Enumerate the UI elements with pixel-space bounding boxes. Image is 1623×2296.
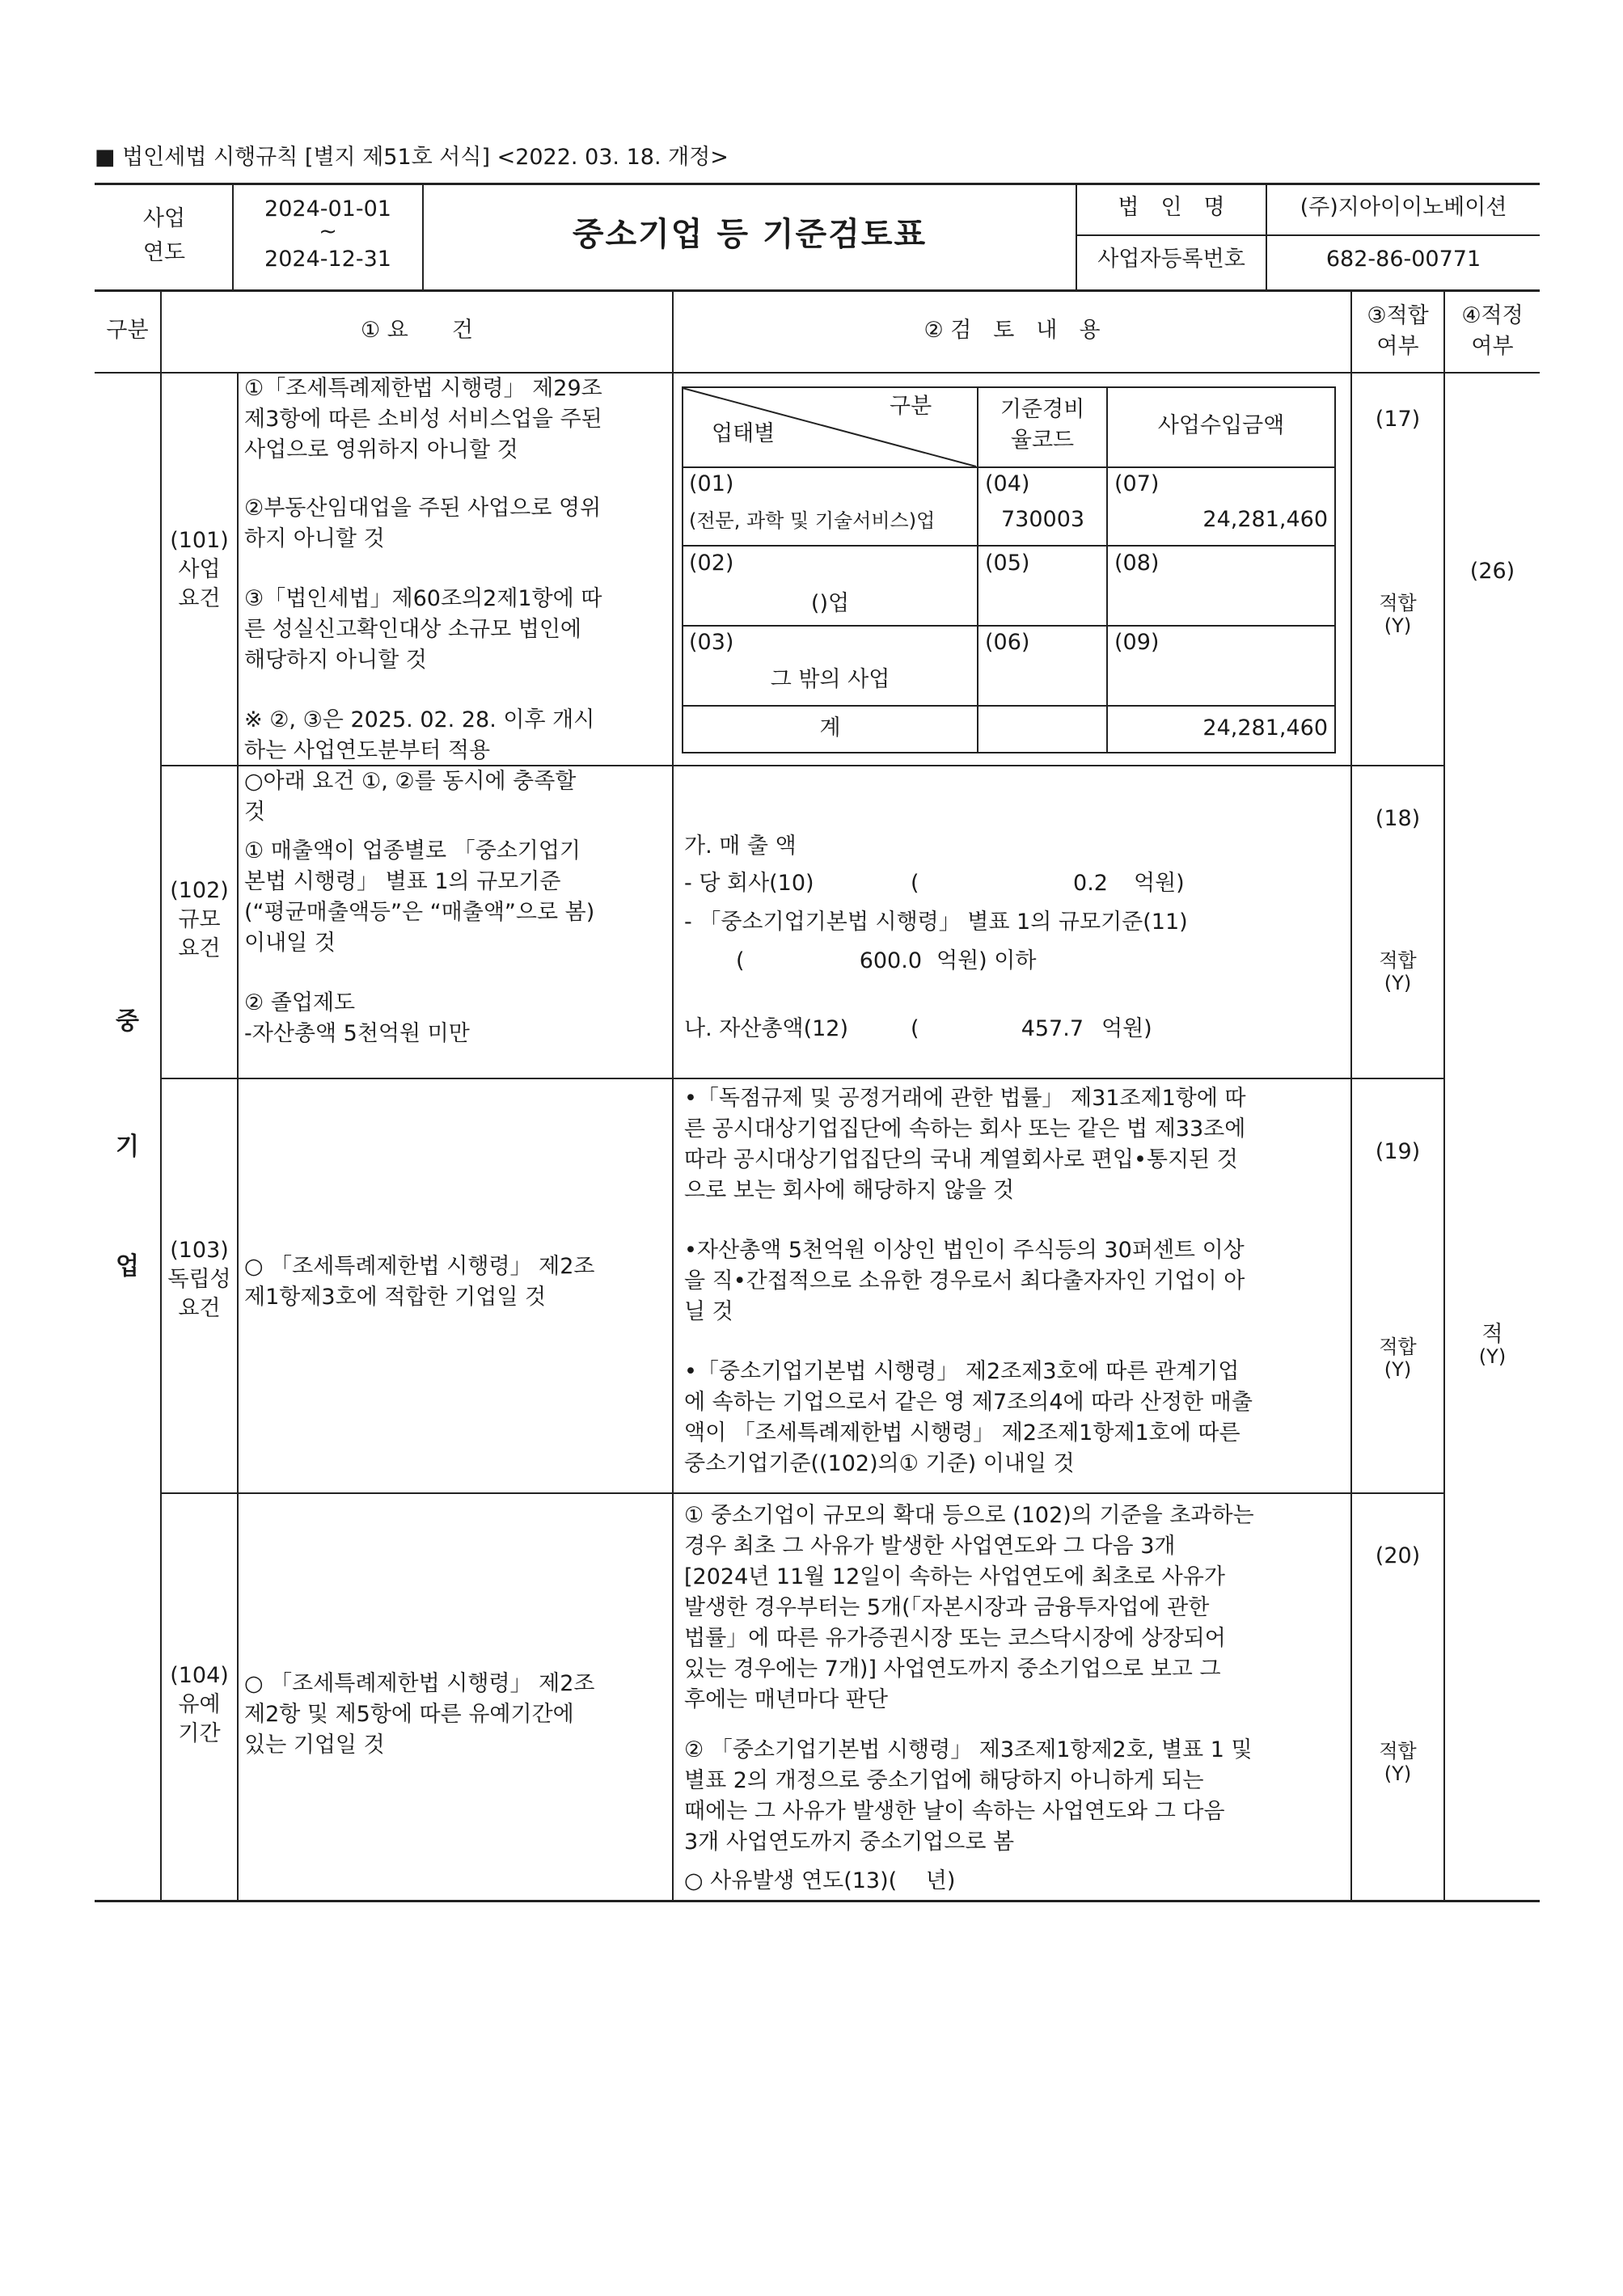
table-amt-no: (07) bbox=[1114, 471, 1160, 496]
table-row-name: (전문, 과학 및 기술서비스)업 bbox=[689, 509, 936, 532]
row103-review-line: 따라 공시대상기업집단의 국내 계열회사로 편입•통지된 것 bbox=[684, 1147, 1238, 1172]
row102-own-value: 0.2 bbox=[1073, 871, 1108, 896]
table-code-header-1: 기준경비 bbox=[1000, 397, 1085, 422]
row101-req-line: ②부동산임대업을 주된 사업으로 영위 bbox=[244, 496, 602, 521]
row101-fit-2: (Y) bbox=[1384, 614, 1412, 637]
business-year-label-2: 연도 bbox=[142, 240, 186, 265]
row103-review-line: •자산총액 5천억원 이상인 법인이 주식등의 30퍼센트 이상 bbox=[684, 1238, 1245, 1263]
row101-fit-no: (17) bbox=[1375, 407, 1421, 432]
col-category: 구분 bbox=[106, 318, 149, 343]
row103-fit-2: (Y) bbox=[1384, 1358, 1412, 1381]
page-title: 중소기업 등 기준검토표 bbox=[572, 216, 928, 253]
row101-req-line: 제3항에 따른 소비성 서비스업을 주된 bbox=[244, 407, 602, 432]
row101-label-2: 요건 bbox=[178, 586, 221, 611]
business-year-end: 2024-12-31 bbox=[264, 247, 391, 272]
row101-req-line: 해당하지 아니할 것 bbox=[244, 648, 427, 673]
row102-req-line: ○아래 요건 ①, ②를 동시에 충족할 bbox=[244, 769, 577, 794]
business-year-label-1: 사업 bbox=[142, 206, 186, 231]
col-requirement: ① 요 건 bbox=[361, 318, 473, 343]
row104-review-line: 때에는 그 사유가 발생한 날이 속하는 사업연도와 그 다음 bbox=[684, 1799, 1225, 1824]
row104-req-line: ○ 「조세특례제한법 시행령」 제2조 bbox=[244, 1671, 595, 1696]
row102-std-unit: 억원) 이하 bbox=[936, 948, 1037, 973]
row103-label-no: (103) bbox=[170, 1238, 229, 1263]
row104-review-line: 경우 최초 그 사유가 발생한 사업연도와 그 다음 3개 bbox=[684, 1534, 1176, 1559]
table-code-header-2: 율코드 bbox=[1010, 428, 1075, 453]
row104-review-line: [2024년 11월 12일이 속하는 사업연도에 최초로 사유가 bbox=[684, 1564, 1225, 1589]
table-row-no: (01) bbox=[689, 471, 734, 496]
row103-review-line: •「독점규제 및 공정거래에 관한 법률」 제31조제1항에 따 bbox=[684, 1086, 1246, 1111]
table-amount-header: 사업수입금액 bbox=[1157, 413, 1285, 438]
row104-label-1: 유예 bbox=[178, 1692, 221, 1717]
row101-fit-1: 적합 bbox=[1379, 592, 1417, 614]
row104-review-line: 발생한 경우부터는 5개(「자본시장과 금융투자업에 관한 bbox=[684, 1595, 1210, 1620]
row102-std-value: 600.0 bbox=[859, 948, 922, 973]
row102-req-line: (“평균매출액등”은 “매출액”으로 봄) bbox=[244, 900, 595, 925]
row102-label-2: 요건 bbox=[178, 936, 221, 961]
row102-fit-no: (18) bbox=[1375, 806, 1421, 831]
row103-review-line: 닐 것 bbox=[684, 1299, 733, 1324]
row103-proper-2: (Y) bbox=[1478, 1345, 1507, 1368]
row102-fit-2: (Y) bbox=[1384, 972, 1412, 994]
row104-review-line: 후에는 매년마다 판단 bbox=[684, 1687, 888, 1712]
row104-label-2: 기간 bbox=[178, 1721, 221, 1746]
table-diag-top: 구분 bbox=[890, 394, 932, 419]
row103-review-line: 으로 보는 회사에 해당하지 않을 것 bbox=[684, 1178, 1015, 1203]
row102-req-line: 본법 시행령」 별표 1의 규모기준 bbox=[244, 869, 561, 894]
row101-label-no: (101) bbox=[170, 528, 229, 553]
row101-req-line: 른 성실신고확인대상 소규모 법인에 bbox=[244, 617, 581, 642]
table-code: 730003 bbox=[1001, 507, 1085, 532]
row102-own-open: ( bbox=[911, 871, 919, 896]
row102-label-no: (102) bbox=[170, 878, 229, 903]
row102-na-open: ( bbox=[911, 1016, 919, 1041]
row101-req-line: ※ ②, ③은 2025. 02. 28. 이후 개시 bbox=[244, 707, 595, 732]
table-row-name: 그 밖의 사업 bbox=[770, 667, 890, 692]
row103-fit-1: 적합 bbox=[1379, 1336, 1417, 1358]
table-code-no: (05) bbox=[985, 551, 1030, 576]
side-label-3: 업 bbox=[116, 1252, 139, 1281]
row104-review-line: 별표 2의 개정으로 중소기업에 해당하지 아니하게 되는 bbox=[684, 1768, 1204, 1793]
row102-req-line: ② 졸업제도 bbox=[244, 990, 356, 1015]
row102-na-value: 457.7 bbox=[1021, 1016, 1084, 1041]
table-amount: 24,281,460 bbox=[1202, 507, 1328, 532]
row101-req-line: 사업으로 영위하지 아니할 것 bbox=[244, 437, 518, 462]
table-diag-bottom: 업태별 bbox=[712, 421, 776, 446]
row104-fit-2: (Y) bbox=[1384, 1762, 1412, 1785]
reg-number-label: 사업자등록번호 bbox=[1097, 247, 1245, 272]
row104-review-line: ② 「중소기업기본법 시행령」 제3조제1항제2호, 별표 1 및 bbox=[684, 1737, 1253, 1762]
col-fit-2: 여부 bbox=[1376, 334, 1419, 359]
row103-review-line: 액이 「조세특례제한법 시행령」 제2조제1항제1호에 따른 bbox=[684, 1420, 1240, 1446]
row103-req-line: ○ 「조세특례제한법 시행령」 제2조 bbox=[244, 1254, 595, 1279]
table-total-label: 계 bbox=[819, 715, 841, 741]
row101-label-1: 사업 bbox=[178, 557, 221, 582]
row102-ga: 가. 매 출 액 bbox=[684, 834, 797, 859]
row102-req-line: 이내일 것 bbox=[244, 931, 336, 956]
table-total-amount: 24,281,460 bbox=[1202, 715, 1328, 741]
row102-fit-1: 적합 bbox=[1379, 949, 1417, 972]
row103-review-line: 중소기업기준((102)의① 기준) 이내일 것 bbox=[684, 1451, 1075, 1476]
form-header: ■ 법인세법 시행규칙 [별지 제51호 서식] <2022. 03. 18. 개정> bbox=[95, 145, 729, 170]
row103-review-line: 른 공시대상기업집단에 속하는 회사 또는 같은 법 제33조에 bbox=[684, 1116, 1246, 1142]
table-code-no: (06) bbox=[985, 630, 1030, 655]
business-year-tilde: ~ bbox=[319, 219, 337, 244]
side-label-2: 기 bbox=[116, 1133, 139, 1161]
row102-req-line: 것 bbox=[244, 800, 266, 825]
company-name: (주)지아이이노베이션 bbox=[1300, 195, 1507, 220]
company-name-label: 법 인 명 bbox=[1118, 195, 1225, 220]
col-proper-1: ④적정 bbox=[1461, 303, 1524, 328]
row103-review-line: •「중소기업기본법 시행령」 제2조제3호에 따른 관계기업 bbox=[684, 1359, 1240, 1384]
row102-std-label: - 「중소기업기본법 시행령」 별표 1의 규모기준(11) bbox=[684, 910, 1188, 935]
business-year-start: 2024-01-01 bbox=[264, 196, 391, 222]
row103-proper-1: 적 bbox=[1481, 1322, 1503, 1347]
row101-req-line: ①「조세특례제한법 시행령」 제29조 bbox=[244, 376, 602, 401]
row103-label-1: 독립성 bbox=[167, 1267, 231, 1292]
row104-review-line: ① 중소기업이 규모의 확대 등으로 (102)의 기준을 초과하는 bbox=[684, 1503, 1254, 1528]
row104-review-line: 있는 경우에는 7개)] 사업연도까지 중소기업으로 보고 그 bbox=[684, 1657, 1221, 1682]
col-review: ② 검 토 내 용 bbox=[924, 318, 1101, 343]
row103-label-2: 요건 bbox=[178, 1296, 221, 1321]
row104-fit-1: 적합 bbox=[1379, 1740, 1417, 1762]
row103-review-line: 을 직•간접적으로 소유한 경우로서 최다출자자인 기업이 아 bbox=[684, 1268, 1245, 1294]
row104-label-no: (104) bbox=[170, 1663, 229, 1688]
row103-review-line: 에 속하는 기업으로서 같은 영 제7조의4에 따라 산정한 매출 bbox=[684, 1390, 1253, 1415]
row102-std-open: ( bbox=[736, 948, 745, 973]
table-code-no: (04) bbox=[985, 471, 1030, 496]
side-label-1: 중 bbox=[116, 1007, 139, 1036]
row102-own-label: - 당 회사(10) bbox=[684, 871, 814, 896]
row104-review-line: 법률」에 따른 유가증권시장 또는 코스닥시장에 상장되어 bbox=[684, 1626, 1226, 1651]
row104-req-line: 제2항 및 제5항에 따른 유예기간에 bbox=[244, 1702, 574, 1727]
row104-review-line: 3개 사업연도까지 중소기업으로 봄 bbox=[684, 1830, 1015, 1855]
row104-review-line: ○ 사유발생 연도(13)( 년) bbox=[684, 1868, 956, 1893]
row102-req-line: ① 매출액이 업종별로 「중소기업기 bbox=[244, 838, 581, 863]
row102-na-unit: 억원) bbox=[1101, 1016, 1152, 1041]
row101-req-line: ③「법인세법」제60조의2제1항에 따 bbox=[244, 586, 602, 611]
row101-req-line: 하는 사업연도분부터 적용 bbox=[244, 738, 491, 763]
row104-fit-no: (20) bbox=[1375, 1543, 1421, 1568]
row101-req-line: 하지 아니할 것 bbox=[244, 526, 385, 551]
row104-req-line: 있는 기업일 것 bbox=[244, 1733, 385, 1758]
col-fit-1: ③적합 bbox=[1367, 303, 1429, 328]
row101-proper-no: (26) bbox=[1469, 559, 1515, 584]
row102-req-line: -자산총액 5천억원 미만 bbox=[244, 1021, 470, 1046]
reg-number: 682-86-00771 bbox=[1325, 247, 1481, 272]
row102-na-label: 나. 자산총액(12) bbox=[684, 1016, 848, 1041]
table-row-no: (03) bbox=[689, 630, 734, 655]
table-row-name: ()업 bbox=[810, 591, 850, 616]
row103-req-line: 제1항제3호에 적합한 기업일 것 bbox=[244, 1285, 547, 1310]
row103-fit-no: (19) bbox=[1375, 1139, 1421, 1164]
table-amt-no: (08) bbox=[1114, 551, 1160, 576]
row102-own-unit: 억원) bbox=[1134, 871, 1185, 896]
table-row-no: (02) bbox=[689, 551, 734, 576]
col-proper-2: 여부 bbox=[1471, 334, 1514, 359]
table-amt-no: (09) bbox=[1114, 630, 1160, 655]
row102-label-1: 규모 bbox=[178, 907, 221, 932]
